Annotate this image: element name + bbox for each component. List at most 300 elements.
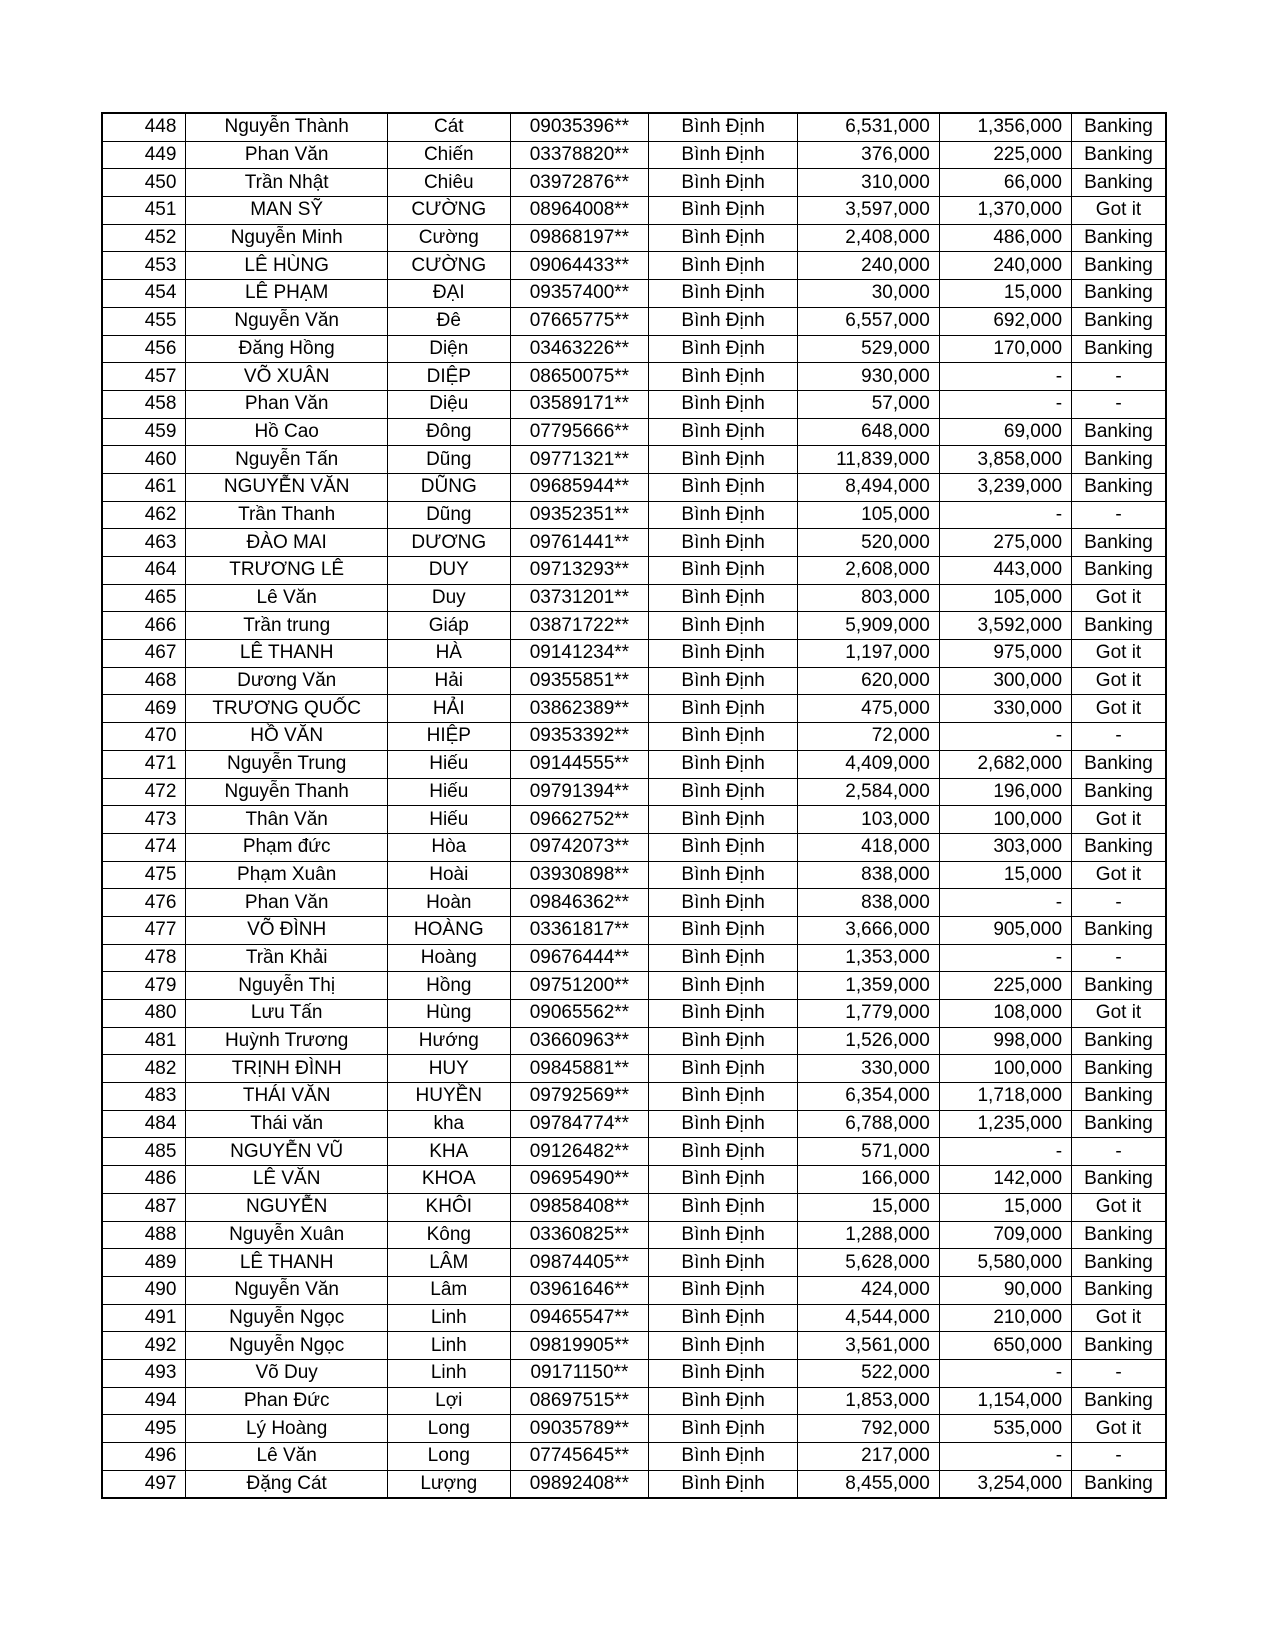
row-number-cell: 457	[102, 363, 186, 391]
row-number-cell: 450	[102, 169, 186, 197]
amount-paid-cell: -	[939, 944, 1071, 972]
amount-paid-cell: -	[939, 501, 1071, 529]
payment-status-cell: Got it	[1072, 806, 1166, 834]
given-name-cell: Linh	[387, 1304, 510, 1332]
amount-paid-cell: -	[939, 1138, 1071, 1166]
table-row	[102, 1166, 1166, 1194]
phone-cell: 09035789**	[510, 1415, 649, 1443]
table-row	[102, 1249, 1166, 1277]
row-number-cell: 466	[102, 612, 186, 640]
table-row	[102, 557, 1166, 585]
surname-middle-cell: VÕ ĐÌNH	[186, 916, 387, 944]
surname-middle-cell: Nguyễn Trung	[186, 750, 387, 778]
given-name-cell: Long	[387, 1443, 510, 1471]
row-number-cell: 487	[102, 1193, 186, 1221]
surname-middle-cell: Đặng Cát	[186, 1470, 387, 1498]
amount-paid-cell: 66,000	[939, 169, 1071, 197]
surname-middle-cell: Trần trung	[186, 612, 387, 640]
table-row	[102, 944, 1166, 972]
payment-status-cell: -	[1072, 501, 1166, 529]
surname-middle-cell: TRỊNH ĐÌNH	[186, 1055, 387, 1083]
payment-status-cell: Banking	[1072, 1387, 1166, 1415]
table-row	[102, 363, 1166, 391]
surname-middle-cell: TRƯƠNG LÊ	[186, 557, 387, 585]
table-row	[102, 889, 1166, 917]
province-cell: Bình Định	[649, 473, 798, 501]
row-number-cell: 482	[102, 1055, 186, 1083]
phone-cell: 09685944**	[510, 473, 649, 501]
table-row	[102, 418, 1166, 446]
amount-total-cell: 2,584,000	[798, 778, 940, 806]
table-row	[102, 446, 1166, 474]
amount-paid-cell: 905,000	[939, 916, 1071, 944]
amount-total-cell: 1,526,000	[798, 1027, 940, 1055]
row-number-cell: 458	[102, 390, 186, 418]
province-cell: Bình Định	[649, 141, 798, 169]
table-row	[102, 1138, 1166, 1166]
payment-status-cell: Banking	[1072, 418, 1166, 446]
surname-middle-cell: Đăng Hồng	[186, 335, 387, 363]
province-cell: Bình Định	[649, 1443, 798, 1471]
province-cell: Bình Định	[649, 944, 798, 972]
province-cell: Bình Định	[649, 169, 798, 197]
payment-status-cell: Got it	[1072, 640, 1166, 668]
row-number-cell: 488	[102, 1221, 186, 1249]
phone-cell: 09868197**	[510, 224, 649, 252]
amount-total-cell: 8,455,000	[798, 1470, 940, 1498]
province-cell: Bình Định	[649, 1193, 798, 1221]
province-cell: Bình Định	[649, 390, 798, 418]
amount-paid-cell: 303,000	[939, 833, 1071, 861]
given-name-cell: Chiêu	[387, 169, 510, 197]
surname-middle-cell: THÁI VĂN	[186, 1083, 387, 1111]
table-row	[102, 529, 1166, 557]
province-cell: Bình Định	[649, 363, 798, 391]
payment-status-cell: -	[1072, 1443, 1166, 1471]
phone-cell: 09858408**	[510, 1193, 649, 1221]
phone-cell: 03731201**	[510, 584, 649, 612]
amount-paid-cell: 1,718,000	[939, 1083, 1071, 1111]
row-number-cell: 497	[102, 1470, 186, 1498]
amount-total-cell: 105,000	[798, 501, 940, 529]
province-cell: Bình Định	[649, 335, 798, 363]
amount-total-cell: 520,000	[798, 529, 940, 557]
table-row	[102, 778, 1166, 806]
given-name-cell: Hoàng	[387, 944, 510, 972]
table-row	[102, 667, 1166, 695]
row-number-cell: 484	[102, 1110, 186, 1138]
given-name-cell: Hoài	[387, 861, 510, 889]
given-name-cell: CƯỜNG	[387, 197, 510, 225]
given-name-cell: DƯƠNG	[387, 529, 510, 557]
province-cell: Bình Định	[649, 418, 798, 446]
payment-status-cell: Banking	[1072, 113, 1166, 141]
amount-paid-cell: -	[939, 889, 1071, 917]
surname-middle-cell: Võ Duy	[186, 1359, 387, 1387]
payment-status-cell: Banking	[1072, 612, 1166, 640]
amount-total-cell: 310,000	[798, 169, 940, 197]
amount-total-cell: 1,779,000	[798, 1000, 940, 1028]
payment-status-cell: -	[1072, 889, 1166, 917]
given-name-cell: Diện	[387, 335, 510, 363]
given-name-cell: Dũng	[387, 501, 510, 529]
surname-middle-cell: Huỳnh Trương	[186, 1027, 387, 1055]
amount-total-cell: 475,000	[798, 695, 940, 723]
table-row	[102, 1359, 1166, 1387]
phone-cell: 03930898**	[510, 861, 649, 889]
surname-middle-cell: Trần Khải	[186, 944, 387, 972]
phone-cell: 09353392**	[510, 723, 649, 751]
row-number-cell: 449	[102, 141, 186, 169]
surname-middle-cell: LÊ THANH	[186, 1249, 387, 1277]
row-number-cell: 494	[102, 1387, 186, 1415]
amount-paid-cell: 69,000	[939, 418, 1071, 446]
table-row	[102, 612, 1166, 640]
surname-middle-cell: Nguyễn Minh	[186, 224, 387, 252]
amount-paid-cell: 2,682,000	[939, 750, 1071, 778]
given-name-cell: HÀ	[387, 640, 510, 668]
surname-middle-cell: Phạm Xuân	[186, 861, 387, 889]
amount-total-cell: 1,288,000	[798, 1221, 940, 1249]
row-number-cell: 460	[102, 446, 186, 474]
payment-status-cell: Banking	[1072, 473, 1166, 501]
table-row	[102, 806, 1166, 834]
payment-status-cell: Banking	[1072, 335, 1166, 363]
row-number-cell: 454	[102, 280, 186, 308]
table-row	[102, 833, 1166, 861]
phone-cell: 03589171**	[510, 390, 649, 418]
amount-paid-cell: 1,370,000	[939, 197, 1071, 225]
row-number-cell: 455	[102, 307, 186, 335]
amount-total-cell: 529,000	[798, 335, 940, 363]
phone-cell: 03463226**	[510, 335, 649, 363]
province-cell: Bình Định	[649, 252, 798, 280]
phone-cell: 09791394**	[510, 778, 649, 806]
phone-cell: 09676444**	[510, 944, 649, 972]
province-cell: Bình Định	[649, 1027, 798, 1055]
province-cell: Bình Định	[649, 778, 798, 806]
amount-total-cell: 1,197,000	[798, 640, 940, 668]
amount-total-cell: 424,000	[798, 1276, 940, 1304]
table-row	[102, 252, 1166, 280]
surname-middle-cell: Nguyễn Văn	[186, 1276, 387, 1304]
payment-status-cell: Got it	[1072, 584, 1166, 612]
amount-paid-cell: 443,000	[939, 557, 1071, 585]
row-number-cell: 477	[102, 916, 186, 944]
table-row	[102, 390, 1166, 418]
amount-total-cell: 103,000	[798, 806, 940, 834]
province-cell: Bình Định	[649, 224, 798, 252]
table-row	[102, 1304, 1166, 1332]
amount-total-cell: 2,608,000	[798, 557, 940, 585]
table-row	[102, 307, 1166, 335]
phone-cell: 03360825**	[510, 1221, 649, 1249]
payment-status-cell: Banking	[1072, 446, 1166, 474]
surname-middle-cell: LÊ THANH	[186, 640, 387, 668]
row-number-cell: 493	[102, 1359, 186, 1387]
amount-total-cell: 418,000	[798, 833, 940, 861]
amount-paid-cell: -	[939, 723, 1071, 751]
given-name-cell: Hồng	[387, 972, 510, 1000]
surname-middle-cell: NGUYỄN	[186, 1193, 387, 1221]
province-cell: Bình Định	[649, 1083, 798, 1111]
payment-status-cell: -	[1072, 944, 1166, 972]
row-number-cell: 474	[102, 833, 186, 861]
amount-total-cell: 11,839,000	[798, 446, 940, 474]
surname-middle-cell: Nguyễn Xuân	[186, 1221, 387, 1249]
table-row	[102, 501, 1166, 529]
amount-paid-cell: 300,000	[939, 667, 1071, 695]
amount-paid-cell: 486,000	[939, 224, 1071, 252]
table-row	[102, 1276, 1166, 1304]
amount-total-cell: 522,000	[798, 1359, 940, 1387]
surname-middle-cell: Nguyễn Thị	[186, 972, 387, 1000]
payment-status-cell: -	[1072, 1359, 1166, 1387]
payment-status-cell: Banking	[1072, 916, 1166, 944]
amount-paid-cell: -	[939, 1443, 1071, 1471]
payment-status-cell: -	[1072, 390, 1166, 418]
table-row	[102, 1193, 1166, 1221]
given-name-cell: Linh	[387, 1332, 510, 1360]
amount-total-cell: 3,666,000	[798, 916, 940, 944]
amount-total-cell: 6,557,000	[798, 307, 940, 335]
surname-middle-cell: Lưu Tấn	[186, 1000, 387, 1028]
given-name-cell: KHA	[387, 1138, 510, 1166]
given-name-cell: DUY	[387, 557, 510, 585]
surname-middle-cell: Thái văn	[186, 1110, 387, 1138]
phone-cell: 09761441**	[510, 529, 649, 557]
amount-paid-cell: 3,239,000	[939, 473, 1071, 501]
table-row	[102, 1470, 1166, 1498]
amount-total-cell: 30,000	[798, 280, 940, 308]
table-row	[102, 335, 1166, 363]
province-cell: Bình Định	[649, 529, 798, 557]
phone-cell: 09171150**	[510, 1359, 649, 1387]
amount-paid-cell: 709,000	[939, 1221, 1071, 1249]
row-number-cell: 489	[102, 1249, 186, 1277]
phone-cell: 08697515**	[510, 1387, 649, 1415]
phone-cell: 09064433**	[510, 252, 649, 280]
amount-total-cell: 57,000	[798, 390, 940, 418]
given-name-cell: Lượng	[387, 1470, 510, 1498]
province-cell: Bình Định	[649, 584, 798, 612]
payment-status-cell: Banking	[1072, 778, 1166, 806]
province-cell: Bình Định	[649, 1359, 798, 1387]
table-row	[102, 640, 1166, 668]
given-name-cell: Hoàn	[387, 889, 510, 917]
amount-paid-cell: 330,000	[939, 695, 1071, 723]
surname-middle-cell: Nguyễn Ngọc	[186, 1304, 387, 1332]
row-number-cell: 456	[102, 335, 186, 363]
payment-status-cell: Banking	[1072, 557, 1166, 585]
table-row	[102, 169, 1166, 197]
amount-paid-cell: 240,000	[939, 252, 1071, 280]
amount-paid-cell: 105,000	[939, 584, 1071, 612]
row-number-cell: 478	[102, 944, 186, 972]
row-number-cell: 496	[102, 1443, 186, 1471]
amount-total-cell: 6,788,000	[798, 1110, 940, 1138]
amount-paid-cell: 1,235,000	[939, 1110, 1071, 1138]
payment-status-cell: Banking	[1072, 1221, 1166, 1249]
row-number-cell: 467	[102, 640, 186, 668]
table-row	[102, 972, 1166, 1000]
table-row	[102, 1083, 1166, 1111]
amount-paid-cell: -	[939, 363, 1071, 391]
phone-cell: 03972876**	[510, 169, 649, 197]
phone-cell: 09144555**	[510, 750, 649, 778]
row-number-cell: 463	[102, 529, 186, 557]
payment-status-cell: Banking	[1072, 1470, 1166, 1498]
phone-cell: 07665775**	[510, 307, 649, 335]
surname-middle-cell: Thân Văn	[186, 806, 387, 834]
surname-middle-cell: Phan Văn	[186, 390, 387, 418]
row-number-cell: 491	[102, 1304, 186, 1332]
table-row	[102, 197, 1166, 225]
table-row	[102, 695, 1166, 723]
amount-total-cell: 5,628,000	[798, 1249, 940, 1277]
province-cell: Bình Định	[649, 1221, 798, 1249]
province-cell: Bình Định	[649, 750, 798, 778]
province-cell: Bình Định	[649, 695, 798, 723]
phone-cell: 09819905**	[510, 1332, 649, 1360]
surname-middle-cell: Dương Văn	[186, 667, 387, 695]
phone-cell: 07795666**	[510, 418, 649, 446]
given-name-cell: Hòa	[387, 833, 510, 861]
amount-paid-cell: -	[939, 1359, 1071, 1387]
given-name-cell: Long	[387, 1415, 510, 1443]
surname-middle-cell: TRƯƠNG QUỐC	[186, 695, 387, 723]
phone-cell: 09126482**	[510, 1138, 649, 1166]
phone-cell: 09035396**	[510, 113, 649, 141]
amount-total-cell: 838,000	[798, 889, 940, 917]
phone-cell: 08964008**	[510, 197, 649, 225]
row-number-cell: 464	[102, 557, 186, 585]
table-row	[102, 1027, 1166, 1055]
phone-cell: 09846362**	[510, 889, 649, 917]
payment-status-cell: Banking	[1072, 1166, 1166, 1194]
payment-status-cell: Banking	[1072, 1110, 1166, 1138]
amount-paid-cell: 15,000	[939, 861, 1071, 889]
given-name-cell: Lâm	[387, 1276, 510, 1304]
amount-total-cell: 217,000	[798, 1443, 940, 1471]
row-number-cell: 462	[102, 501, 186, 529]
phone-cell: 09742073**	[510, 833, 649, 861]
row-number-cell: 453	[102, 252, 186, 280]
payment-status-cell: -	[1072, 363, 1166, 391]
province-cell: Bình Định	[649, 723, 798, 751]
table-row	[102, 1055, 1166, 1083]
given-name-cell: Lợi	[387, 1387, 510, 1415]
surname-middle-cell: Phan Văn	[186, 889, 387, 917]
table-row	[102, 1221, 1166, 1249]
given-name-cell: Hướng	[387, 1027, 510, 1055]
given-name-cell: DŨNG	[387, 473, 510, 501]
amount-total-cell: 620,000	[798, 667, 940, 695]
row-number-cell: 448	[102, 113, 186, 141]
given-name-cell: DIỆP	[387, 363, 510, 391]
amount-total-cell: 930,000	[798, 363, 940, 391]
given-name-cell: Diệu	[387, 390, 510, 418]
amount-total-cell: 838,000	[798, 861, 940, 889]
amount-total-cell: 330,000	[798, 1055, 940, 1083]
phone-cell: 09792569**	[510, 1083, 649, 1111]
amount-total-cell: 571,000	[798, 1138, 940, 1166]
surname-middle-cell: LÊ VĂN	[186, 1166, 387, 1194]
given-name-cell: Đê	[387, 307, 510, 335]
province-cell: Bình Định	[649, 446, 798, 474]
surname-middle-cell: NGUYỄN VŨ	[186, 1138, 387, 1166]
table-row	[102, 750, 1166, 778]
given-name-cell: HẢI	[387, 695, 510, 723]
row-number-cell: 459	[102, 418, 186, 446]
given-name-cell: Hiếu	[387, 806, 510, 834]
given-name-cell: Cường	[387, 224, 510, 252]
province-cell: Bình Định	[649, 1000, 798, 1028]
province-cell: Bình Định	[649, 1304, 798, 1332]
payment-status-cell: Banking	[1072, 280, 1166, 308]
amount-paid-cell: 3,858,000	[939, 446, 1071, 474]
amount-paid-cell: 100,000	[939, 806, 1071, 834]
province-cell: Bình Định	[649, 1415, 798, 1443]
payment-status-cell: Banking	[1072, 972, 1166, 1000]
surname-middle-cell: Nguyễn Thành	[186, 113, 387, 141]
table-row	[102, 113, 1166, 141]
amount-total-cell: 376,000	[798, 141, 940, 169]
amount-paid-cell: 975,000	[939, 640, 1071, 668]
phone-cell: 03378820**	[510, 141, 649, 169]
amount-paid-cell: 15,000	[939, 1193, 1071, 1221]
phone-cell: 03361817**	[510, 916, 649, 944]
surname-middle-cell: Nguyễn Ngọc	[186, 1332, 387, 1360]
amount-paid-cell: 142,000	[939, 1166, 1071, 1194]
province-cell: Bình Định	[649, 972, 798, 1000]
row-number-cell: 476	[102, 889, 186, 917]
amount-total-cell: 3,561,000	[798, 1332, 940, 1360]
phone-cell: 09141234**	[510, 640, 649, 668]
payment-status-cell: Got it	[1072, 861, 1166, 889]
row-number-cell: 480	[102, 1000, 186, 1028]
phone-cell: 09892408**	[510, 1470, 649, 1498]
payment-status-cell: -	[1072, 1138, 1166, 1166]
row-number-cell: 451	[102, 197, 186, 225]
surname-middle-cell: LÊ PHẠM	[186, 280, 387, 308]
row-number-cell: 470	[102, 723, 186, 751]
payment-status-cell: Banking	[1072, 833, 1166, 861]
row-number-cell: 452	[102, 224, 186, 252]
amount-paid-cell: -	[939, 390, 1071, 418]
amount-total-cell: 1,359,000	[798, 972, 940, 1000]
payment-status-cell: Got it	[1072, 1000, 1166, 1028]
given-name-cell: Hiếu	[387, 778, 510, 806]
given-name-cell: Linh	[387, 1359, 510, 1387]
given-name-cell: Dũng	[387, 446, 510, 474]
amount-total-cell: 4,544,000	[798, 1304, 940, 1332]
amount-total-cell: 5,909,000	[798, 612, 940, 640]
payment-status-cell: Banking	[1072, 1083, 1166, 1111]
table-body	[102, 113, 1166, 1498]
surname-middle-cell: VÕ XUÂN	[186, 363, 387, 391]
phone-cell: 09357400**	[510, 280, 649, 308]
province-cell: Bình Định	[649, 1470, 798, 1498]
amount-paid-cell: 998,000	[939, 1027, 1071, 1055]
payment-status-cell: Banking	[1072, 750, 1166, 778]
given-name-cell: KHÔI	[387, 1193, 510, 1221]
amount-total-cell: 1,853,000	[798, 1387, 940, 1415]
given-name-cell: KHOA	[387, 1166, 510, 1194]
given-name-cell: Hùng	[387, 1000, 510, 1028]
phone-cell: 03871722**	[510, 612, 649, 640]
table-row	[102, 280, 1166, 308]
